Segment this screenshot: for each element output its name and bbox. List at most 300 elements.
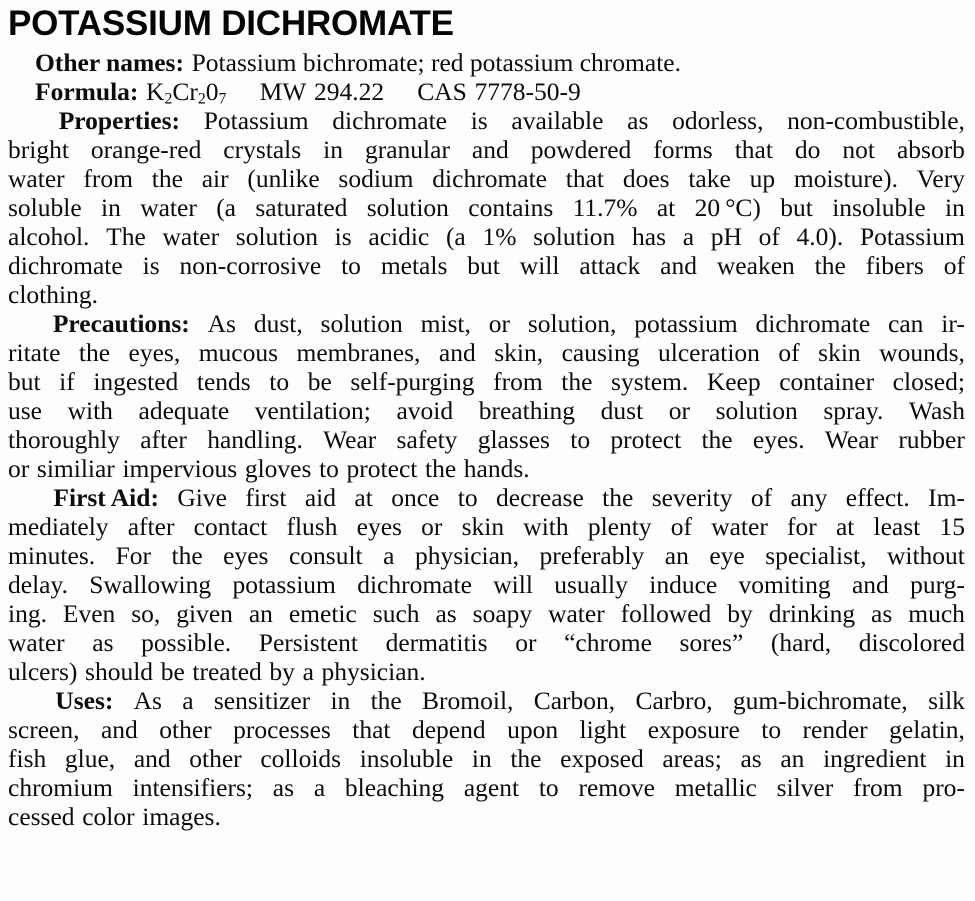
word: screen, xyxy=(8,715,80,744)
word: sensitizer xyxy=(213,686,311,715)
word: mediately xyxy=(8,512,109,541)
word: of xyxy=(670,512,692,541)
word: breathing xyxy=(478,396,576,425)
text-line xyxy=(8,396,965,425)
word: take xyxy=(688,164,731,193)
word: for xyxy=(787,512,817,541)
text-line xyxy=(8,106,965,135)
word: the xyxy=(171,541,203,570)
word: or xyxy=(8,454,30,483)
word: ulcers) xyxy=(8,657,78,686)
word: silver xyxy=(776,773,834,802)
word: least xyxy=(873,512,921,541)
word: chromium xyxy=(8,773,113,802)
text-line xyxy=(8,251,965,280)
word: sodium xyxy=(338,164,414,193)
word: similiar xyxy=(36,454,115,483)
text-line xyxy=(8,367,965,396)
word: (unlike xyxy=(247,164,320,193)
formula-subscript-o: 7 xyxy=(218,90,227,108)
word: potassium xyxy=(634,309,738,338)
word: up xyxy=(749,164,776,193)
word: that xyxy=(734,135,773,164)
text-line xyxy=(8,570,965,599)
other-names-label: Other names: xyxy=(35,48,184,77)
word: physician, xyxy=(414,541,520,570)
word: a xyxy=(302,657,314,686)
section-label: Properties: xyxy=(58,106,181,135)
word: self-purging xyxy=(350,367,475,396)
section-label: Precautions: xyxy=(52,309,190,338)
word: processes xyxy=(233,715,331,744)
word: (hard, xyxy=(770,628,832,657)
text-line xyxy=(8,715,965,744)
word: water xyxy=(711,512,768,541)
word: contains xyxy=(468,193,554,222)
word: images. xyxy=(142,802,221,831)
word: Even xyxy=(62,599,116,628)
word: not xyxy=(842,135,875,164)
section-other-names xyxy=(8,48,965,77)
word: Wear xyxy=(824,425,879,454)
word: bright xyxy=(8,135,69,164)
word: at xyxy=(656,193,676,222)
word: rubber xyxy=(898,425,965,454)
word: dichromate xyxy=(8,251,123,280)
word: colloids xyxy=(260,744,342,773)
word: orange-red xyxy=(90,135,202,164)
word: granular xyxy=(364,135,450,164)
word: solution xyxy=(366,193,449,222)
word: or xyxy=(488,309,510,338)
word: the xyxy=(425,454,457,483)
formula-element-o: 0 xyxy=(205,77,219,106)
word: of xyxy=(750,483,773,512)
section-label: Uses: xyxy=(55,686,114,715)
text-line xyxy=(8,541,965,570)
word: ing. xyxy=(8,599,47,628)
word: light xyxy=(579,715,627,744)
word: from xyxy=(853,773,903,802)
word: other xyxy=(159,715,212,744)
word: As xyxy=(133,686,162,715)
word: is xyxy=(142,251,160,280)
text-line xyxy=(8,483,965,512)
word: discolored xyxy=(858,628,965,657)
word: ingredient xyxy=(823,744,927,773)
word: mucous xyxy=(198,338,279,367)
word: in xyxy=(101,193,121,222)
section-properties xyxy=(8,106,965,309)
word: or xyxy=(421,512,443,541)
word: a xyxy=(182,686,194,715)
word: Persistent xyxy=(258,628,358,657)
word: treated xyxy=(192,657,262,686)
word: crystals xyxy=(223,135,302,164)
word: other xyxy=(189,744,242,773)
word: but xyxy=(780,193,813,222)
word: solution xyxy=(715,396,798,425)
word: so, xyxy=(131,599,161,628)
word: system. xyxy=(611,367,689,396)
word: by xyxy=(269,657,295,686)
word: (a xyxy=(445,222,466,251)
word: dichromate xyxy=(432,164,547,193)
section-first-aid xyxy=(8,483,965,686)
word: dust xyxy=(600,396,644,425)
word: is xyxy=(470,106,488,135)
word: an xyxy=(780,744,805,773)
word: membranes, xyxy=(296,338,421,367)
word: minutes. xyxy=(8,541,96,570)
text-line xyxy=(8,425,965,454)
word: odorless, xyxy=(672,106,764,135)
word: in xyxy=(945,744,965,773)
word: vomiting xyxy=(738,570,831,599)
word: depend xyxy=(411,715,486,744)
word: ritate xyxy=(8,338,61,367)
word: water xyxy=(548,599,605,628)
word: metallic xyxy=(674,773,757,802)
word: at xyxy=(354,483,373,512)
word: specialist, xyxy=(765,541,867,570)
word: a xyxy=(682,222,695,251)
word: gelatin, xyxy=(889,715,965,744)
word: of xyxy=(943,251,965,280)
word: skin xyxy=(818,338,861,367)
word: silk xyxy=(928,686,965,715)
word: moisture). xyxy=(793,164,898,193)
word: sores” xyxy=(679,628,744,657)
word: bleaching xyxy=(344,773,445,802)
word: eyes, xyxy=(128,338,181,367)
text-line xyxy=(8,628,965,657)
word: protect xyxy=(610,425,682,454)
word: eyes xyxy=(223,541,269,570)
word: severity xyxy=(651,483,733,512)
word: agent xyxy=(463,773,520,802)
word: dust, xyxy=(253,309,303,338)
text-line xyxy=(8,512,965,541)
word: given xyxy=(176,599,233,628)
word: solution xyxy=(320,309,403,338)
word: soluble xyxy=(8,193,82,222)
word: non-combustible, xyxy=(787,106,965,135)
section-formula xyxy=(8,77,965,106)
word: Wear xyxy=(323,425,377,454)
word: physician. xyxy=(321,657,426,686)
word: hands. xyxy=(463,454,530,483)
word: spray. xyxy=(823,396,884,425)
word: flush xyxy=(286,512,338,541)
word: Bromoil, xyxy=(422,686,514,715)
word: For xyxy=(115,541,152,570)
word: will xyxy=(519,251,560,280)
word: delay. xyxy=(8,570,68,599)
word: and xyxy=(471,135,509,164)
word: acidic xyxy=(368,222,430,251)
word: much xyxy=(908,599,965,628)
cas-label: CAS xyxy=(417,77,467,106)
word: an xyxy=(248,599,273,628)
word: if xyxy=(59,367,75,396)
word: from xyxy=(83,164,133,193)
word: solution, xyxy=(527,309,617,338)
word: glue, xyxy=(64,744,116,773)
cas-value: 7778-50-9 xyxy=(474,77,581,106)
word: Potassium xyxy=(203,106,309,135)
text-line xyxy=(8,599,965,628)
word: ingested xyxy=(93,367,179,396)
word: the xyxy=(151,164,183,193)
word: Keep xyxy=(706,367,761,396)
section-uses xyxy=(8,686,965,831)
word: ulceration xyxy=(657,338,760,367)
document-body xyxy=(0,48,975,831)
text-line xyxy=(8,77,965,106)
word: purg- xyxy=(910,570,965,599)
word: but xyxy=(8,367,41,396)
word: insoluble xyxy=(359,744,454,773)
word: soapy xyxy=(472,599,533,628)
word: gloves xyxy=(244,454,312,483)
mw-label: MW xyxy=(259,77,307,106)
word: eye xyxy=(709,541,745,570)
word: in xyxy=(330,686,351,715)
word: Wash xyxy=(908,396,965,425)
word: dichromate xyxy=(755,309,871,338)
word: first xyxy=(245,483,287,512)
word: or xyxy=(668,396,690,425)
word: be xyxy=(160,657,185,686)
word: gum-bichromate, xyxy=(732,686,908,715)
formula-value xyxy=(146,77,226,106)
word: usually xyxy=(554,570,628,599)
word: water xyxy=(162,222,220,251)
word: potassium xyxy=(232,570,336,599)
text-line xyxy=(8,222,965,251)
word: container xyxy=(779,367,875,396)
word: 20 °C) xyxy=(694,193,761,222)
text-line xyxy=(8,280,965,309)
word: the xyxy=(370,686,402,715)
word: aid xyxy=(304,483,336,512)
word: avoid xyxy=(396,396,454,425)
word: dichromate xyxy=(332,106,447,135)
word: wounds, xyxy=(879,338,965,367)
word: dermatitis xyxy=(385,628,488,657)
word: color xyxy=(82,802,135,831)
word: the xyxy=(701,425,733,454)
word: fish xyxy=(8,744,47,773)
word: at xyxy=(835,512,855,541)
word: solution xyxy=(533,222,616,251)
word: to xyxy=(269,367,290,396)
word: water xyxy=(8,628,65,657)
word: render xyxy=(802,715,868,744)
word: saturated xyxy=(255,193,348,222)
word: and xyxy=(851,570,889,599)
word: absorb xyxy=(896,135,965,164)
word: pro- xyxy=(922,773,965,802)
word: non-corrosive xyxy=(179,251,322,280)
word: areas; xyxy=(662,744,722,773)
word: as xyxy=(740,744,762,773)
word: from xyxy=(493,367,543,396)
word: with xyxy=(523,512,569,541)
word: forms xyxy=(653,135,713,164)
word: drinking xyxy=(768,599,856,628)
word: closed; xyxy=(892,367,965,396)
section-precautions xyxy=(8,309,965,483)
word: safety xyxy=(396,425,458,454)
word: Give xyxy=(177,483,227,512)
word: is xyxy=(334,222,352,251)
word: to xyxy=(341,251,361,280)
word: without xyxy=(886,541,965,570)
word: as xyxy=(272,773,295,802)
text-line xyxy=(8,164,965,193)
word: followed xyxy=(620,599,712,628)
word: to xyxy=(761,715,782,744)
word: a xyxy=(313,773,326,802)
word: mist, xyxy=(420,309,471,338)
word: 4.0). xyxy=(796,222,844,251)
word: by xyxy=(727,599,753,628)
word: the xyxy=(78,338,111,367)
word: of xyxy=(778,338,800,367)
word: alcohol. xyxy=(8,222,90,251)
word: such xyxy=(372,599,420,628)
word: should xyxy=(85,657,154,686)
word: of xyxy=(758,222,780,251)
word: has xyxy=(632,222,666,251)
word: in xyxy=(471,744,492,773)
formula-element-cr: Cr xyxy=(172,77,198,106)
word: as xyxy=(871,599,893,628)
word: once xyxy=(391,483,440,512)
text-line xyxy=(8,802,965,831)
word: and xyxy=(100,715,138,744)
word: 11.7% xyxy=(572,193,638,222)
word: attack xyxy=(579,251,641,280)
word: insoluble xyxy=(832,193,926,222)
word: the xyxy=(602,483,634,512)
word: to xyxy=(538,773,559,802)
word: solution xyxy=(235,222,318,251)
word: remove xyxy=(578,773,655,802)
text-line xyxy=(8,135,965,164)
word: decrease xyxy=(496,483,584,512)
formula-label: Formula: xyxy=(35,77,139,106)
word: possible. xyxy=(141,628,232,657)
word: after xyxy=(127,512,175,541)
word: exposure xyxy=(647,715,740,744)
text-line xyxy=(8,309,965,338)
word: dichromate xyxy=(357,570,472,599)
word: cessed xyxy=(8,802,75,831)
word: to xyxy=(457,483,478,512)
word: Im- xyxy=(928,483,965,512)
word: and xyxy=(660,251,697,280)
text-line xyxy=(8,48,965,77)
mw-value: 294.22 xyxy=(313,77,385,106)
word: Swallowing xyxy=(89,570,212,599)
formula-subscript-k: 2 xyxy=(164,90,173,108)
word: The xyxy=(106,222,146,251)
word: intensifiers; xyxy=(132,773,253,802)
word: plenty xyxy=(587,512,652,541)
other-names-value: Potassium bichromate; red potassium chromate. xyxy=(191,48,681,77)
word: and xyxy=(438,338,476,367)
formula-subscript-cr: 2 xyxy=(197,90,206,108)
word: after xyxy=(140,425,187,454)
word: the xyxy=(561,367,593,396)
text-line xyxy=(8,744,965,773)
word: handling. xyxy=(207,425,303,454)
word: exposed xyxy=(560,744,644,773)
page-title: POTASSIUM DICHROMATE xyxy=(8,4,454,43)
word: skin, xyxy=(494,338,544,367)
text-line xyxy=(8,193,965,222)
word: the xyxy=(814,251,846,280)
word: contact xyxy=(193,512,268,541)
word: weaken xyxy=(716,251,795,280)
word: and xyxy=(133,744,171,773)
word: metals xyxy=(380,251,448,280)
text-line xyxy=(8,454,965,483)
word: to xyxy=(570,425,591,454)
word: but xyxy=(467,251,500,280)
word: ventilation; xyxy=(254,396,371,425)
formula-element-k: K xyxy=(146,77,165,106)
word: tends xyxy=(196,367,251,396)
word: as xyxy=(627,106,649,135)
word: will xyxy=(493,570,533,599)
word: ir- xyxy=(941,309,965,338)
word: can xyxy=(888,309,924,338)
word: fibers xyxy=(865,251,924,280)
word: eyes. xyxy=(752,425,805,454)
word: emetic xyxy=(288,599,357,628)
word: water xyxy=(8,164,65,193)
word: that xyxy=(565,164,605,193)
word: impervious xyxy=(122,454,238,483)
word: Very xyxy=(916,164,965,193)
word: induce xyxy=(649,570,718,599)
word: or xyxy=(515,628,537,657)
word: use xyxy=(8,396,42,425)
word: with xyxy=(67,396,113,425)
word: as xyxy=(92,628,114,657)
word: a xyxy=(383,541,395,570)
word: powdered xyxy=(530,135,632,164)
word: As xyxy=(207,309,236,338)
word: Carbon, xyxy=(533,686,616,715)
word: consult xyxy=(288,541,363,570)
word: the xyxy=(510,744,542,773)
word: (a xyxy=(216,193,236,222)
text-line xyxy=(8,773,965,802)
text-line xyxy=(8,657,965,686)
word: Potassium xyxy=(859,222,965,251)
word: thoroughly xyxy=(8,425,120,454)
word: 1% xyxy=(482,222,517,251)
word: glasses xyxy=(477,425,550,454)
word: pH xyxy=(710,222,742,251)
text-line xyxy=(8,686,965,715)
word: clothing. xyxy=(8,280,98,309)
